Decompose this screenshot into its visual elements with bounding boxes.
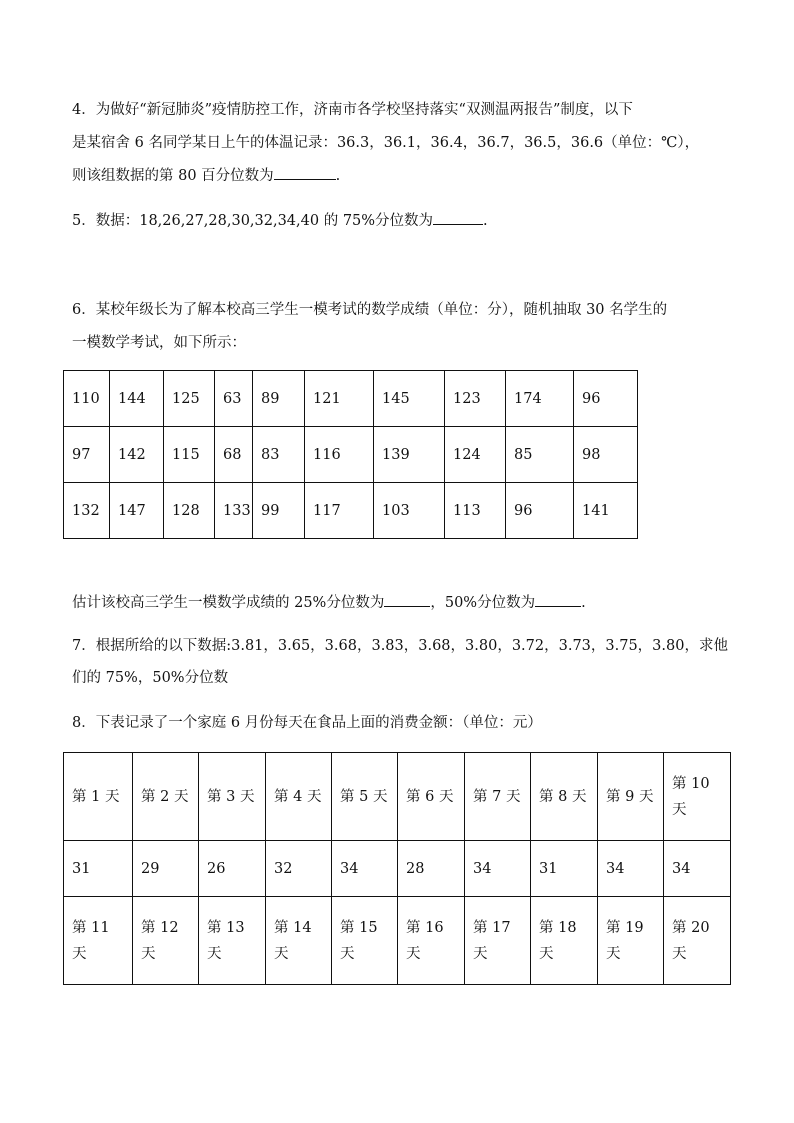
table-cell: 第 10 天	[664, 753, 731, 841]
table-cell: 第 20 天	[664, 897, 731, 985]
q6-estimate-line	[72, 587, 586, 620]
table-cell: 34	[465, 841, 531, 897]
table-cell: 144	[110, 371, 164, 427]
table-cell: 139	[374, 427, 445, 483]
table-cell: 83	[253, 427, 305, 483]
table-cell: 34	[664, 841, 731, 897]
table-cell: 123	[445, 371, 506, 427]
table-cell: 121	[305, 371, 374, 427]
table-cell: 142	[110, 427, 164, 483]
table-cell: 29	[133, 841, 199, 897]
table-row	[64, 897, 731, 985]
table-cell: 116	[305, 427, 374, 483]
table-cell: 32	[266, 841, 332, 897]
q7-line2: 们的 75%，50%分位数	[72, 670, 229, 686]
table-cell: 63	[215, 371, 253, 427]
table-cell: 第 3 天	[199, 753, 266, 841]
spending-table	[63, 752, 731, 985]
table-cell: 124	[445, 427, 506, 483]
table-cell: 第 1 天	[64, 753, 133, 841]
table-cell: 89	[253, 371, 305, 427]
table-cell: 113	[445, 483, 506, 539]
table-cell: 第 14 天	[266, 897, 332, 985]
table-cell: 85	[506, 427, 574, 483]
table-cell: 132	[64, 483, 110, 539]
table-row	[64, 483, 638, 539]
table-cell: 141	[574, 483, 638, 539]
table-cell: 99	[253, 483, 305, 539]
table-cell: 28	[398, 841, 465, 897]
table-cell: 103	[374, 483, 445, 539]
table-cell: 第 7 天	[465, 753, 531, 841]
table-cell: 110	[64, 371, 110, 427]
table-row	[64, 371, 638, 427]
q5-end: .	[483, 213, 488, 229]
table-cell: 98	[574, 427, 638, 483]
q7-line1: 7．根据所给的以下数据:3.81，3.65，3.68，3.83，3.68，3.80，3.72，3.73，3.75，3.80，求他	[72, 638, 728, 654]
q6-line1: 6．某校年级长为了解本校高三学生一模考试的数学成绩（单位：分），随机抽取 30 名学生的	[72, 302, 668, 318]
q4-line3-text: 则该组数据的第 80 百分位数为	[72, 168, 274, 184]
table-cell: 第 9 天	[598, 753, 664, 841]
table-cell: 117	[305, 483, 374, 539]
table-cell: 34	[332, 841, 398, 897]
table-cell: 第 16 天	[398, 897, 465, 985]
q6-line2: 一模数学考试，如下所示：	[72, 335, 246, 351]
table-cell: 第 8 天	[531, 753, 598, 841]
table-row	[64, 427, 638, 483]
table-cell: 96	[574, 371, 638, 427]
q5-text: 5．数据：18,26,27,28,30,32,34,40 的 75%分位数为	[72, 213, 434, 229]
table-cell: 第 4 天	[266, 753, 332, 841]
answer-blank-50[interactable]	[535, 592, 581, 607]
table-cell: 97	[64, 427, 110, 483]
q4-line2: 是某宿舍 6 名同学某日上午的体温记录：36.3，36.1，36.4，36.7，36.5，36.6（单位：℃），	[72, 135, 700, 151]
table-cell: 第 17 天	[465, 897, 531, 985]
q8-intro: 8．下表记录了一个家庭 6 月份每天在食品上面的消费金额：（单位：元）	[72, 715, 542, 731]
q6-estimate-text-c: .	[581, 595, 586, 611]
table-cell: 第 11 天	[64, 897, 133, 985]
table-cell: 第 15 天	[332, 897, 398, 985]
table-cell: 68	[215, 427, 253, 483]
table-cell: 147	[110, 483, 164, 539]
table-cell: 96	[506, 483, 574, 539]
table-cell: 第 5 天	[332, 753, 398, 841]
answer-blank[interactable]	[274, 165, 336, 180]
table-cell: 31	[64, 841, 133, 897]
q4-line3	[72, 160, 340, 193]
table-cell: 128	[164, 483, 215, 539]
q4-line1: 4．为做好“新冠肺炎”疫情肪控工作，济南市各学校坚持落实“双测温两报告”制度，以下	[72, 102, 633, 118]
table-cell: 第 19 天	[598, 897, 664, 985]
table-cell: 133	[215, 483, 253, 539]
answer-blank[interactable]	[433, 210, 483, 225]
scores-table	[63, 370, 638, 539]
table-cell: 第 12 天	[133, 897, 199, 985]
q6-estimate-text-a: 估计该校高三学生一模数学成绩的 25%分位数为	[72, 595, 385, 611]
table-cell: 第 18 天	[531, 897, 598, 985]
table-cell: 115	[164, 427, 215, 483]
table-cell: 145	[374, 371, 445, 427]
q6-estimate-text-b: ，50%分位数为	[430, 595, 536, 611]
table-cell: 第 6 天	[398, 753, 465, 841]
scores-table-body	[64, 371, 638, 539]
answer-blank-25[interactable]	[384, 592, 430, 607]
table-cell: 34	[598, 841, 664, 897]
table-cell: 174	[506, 371, 574, 427]
spending-table-body	[64, 753, 731, 985]
table-cell: 第 2 天	[133, 753, 199, 841]
table-cell: 125	[164, 371, 215, 427]
table-cell: 第 13 天	[199, 897, 266, 985]
table-cell: 26	[199, 841, 266, 897]
table-row	[64, 841, 731, 897]
q5-line	[72, 205, 488, 238]
table-row	[64, 753, 731, 841]
q4-line3-end: .	[335, 168, 341, 184]
table-cell: 31	[531, 841, 598, 897]
